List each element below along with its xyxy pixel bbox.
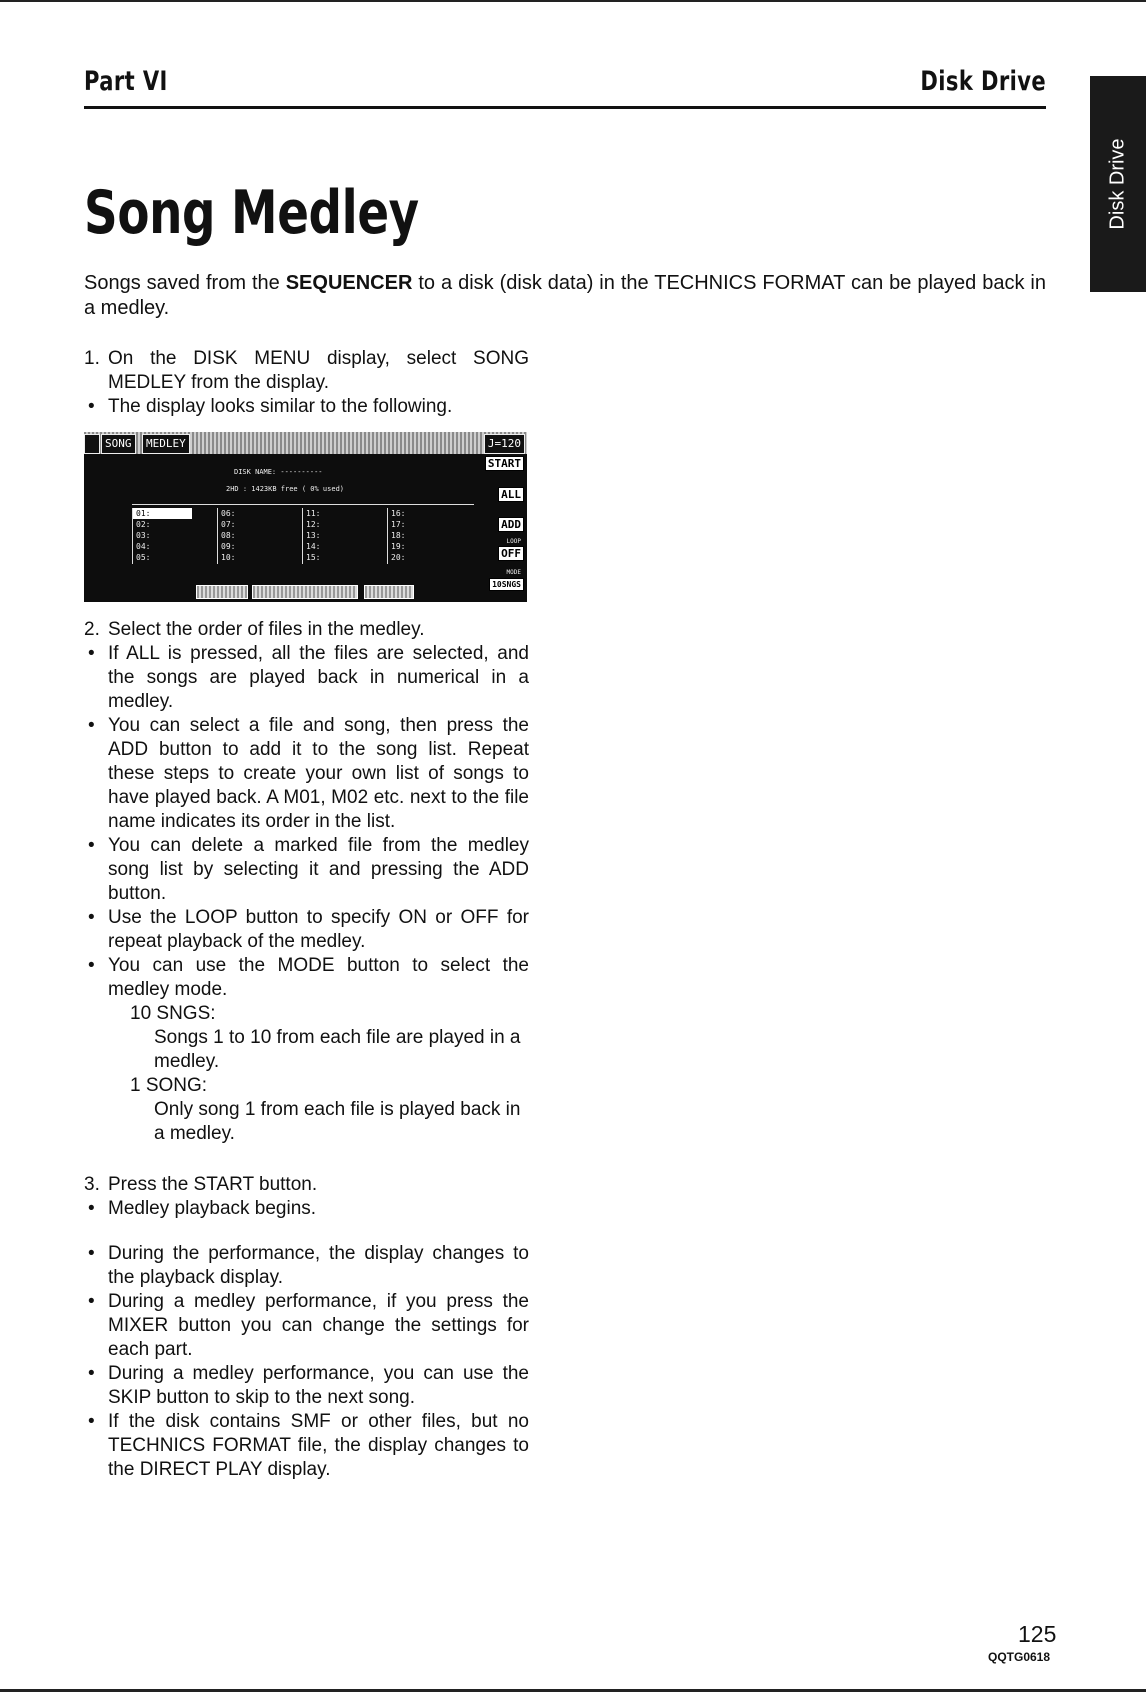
lcd-file-slot: 20: bbox=[391, 553, 406, 562]
page-title: Song Medley bbox=[84, 178, 419, 248]
lcd-file-column bbox=[132, 508, 213, 564]
note-item: • During a medley performance, if you press the MIXER button you can change the settings for each part. bbox=[84, 1290, 529, 1362]
lcd-file-grid bbox=[132, 504, 474, 565]
lcd-loop-label: LOOP bbox=[506, 538, 521, 545]
bullet-item: • You can delete a marked file from the medley song list by selecting it and pressing the ADD button. bbox=[84, 834, 529, 906]
intro-bold: SEQUENCER bbox=[285, 272, 413, 294]
document-code: QQTG0618 bbox=[988, 1650, 1051, 1664]
mode-name: 10 SNGS: bbox=[130, 1003, 216, 1024]
lcd-file-slot: 01: bbox=[133, 508, 192, 519]
lcd-slider-control bbox=[252, 585, 358, 599]
intro-paragraph bbox=[84, 271, 1046, 321]
lcd-tab-song: SONG bbox=[101, 434, 136, 454]
bullet-item: • You can use the MODE button to select the medley mode. bbox=[84, 954, 529, 1002]
lcd-file-slot: 08: bbox=[221, 531, 236, 540]
mode-description: Songs 1 to 10 from each file are played in a medley. bbox=[154, 1027, 521, 1072]
bullet-item: • The display looks similar to the following. bbox=[84, 395, 529, 419]
lcd-file-column bbox=[387, 508, 468, 564]
step-1-block bbox=[84, 347, 529, 419]
step-1 bbox=[84, 347, 529, 395]
step-number: 2. bbox=[84, 619, 100, 640]
lcd-mode-label: MODE bbox=[506, 569, 521, 576]
chapter-label: Disk Drive bbox=[920, 66, 1046, 97]
lcd-free-space: 2HD : 1423KB free ( 0% used) bbox=[226, 485, 345, 493]
bullet-item: • Medley playback begins. bbox=[84, 1197, 529, 1221]
lcd-tempo: J=120 bbox=[484, 434, 525, 454]
bullet-item: • If ALL is pressed, all the files are selected, and the songs are played back in numerical in a medley. bbox=[84, 642, 529, 714]
page-number: 125 bbox=[1018, 1621, 1057, 1647]
lcd-file-column bbox=[302, 508, 383, 564]
intro-pre: Songs saved from the bbox=[84, 272, 286, 294]
lcd-disk-name: DISK NAME: ---------- bbox=[234, 468, 323, 476]
step-2-block bbox=[84, 618, 529, 1482]
lcd-all-button: ALL bbox=[498, 487, 524, 502]
lcd-mode-button: 10SNGS bbox=[489, 578, 524, 591]
step-text: On the DISK MENU display, select SONG MEDLEY from the display. bbox=[108, 348, 529, 393]
lcd-icon bbox=[84, 434, 100, 454]
step-number: 1. bbox=[84, 348, 100, 369]
mode-description: Only song 1 from each file is played back in a medley. bbox=[154, 1099, 521, 1144]
bullet-item: • You can select a file and song, then press the ADD button to add it to the song list. Repeat these steps to create your own list of songs to have played back. A M01, M02 etc. next to the file name indicates its order in the list. bbox=[84, 714, 529, 834]
lcd-loop-off-button: OFF bbox=[498, 546, 524, 561]
step-text: Press the START button. bbox=[108, 1174, 318, 1195]
lcd-file-slot: 17: bbox=[391, 520, 406, 529]
lcd-file-slot: 03: bbox=[136, 531, 151, 540]
lcd-add-button: ADD bbox=[498, 517, 524, 532]
side-tab-label: Disk Drive bbox=[1106, 138, 1129, 230]
step-text: Select the order of files in the medley. bbox=[108, 619, 425, 640]
header-rule bbox=[84, 106, 1046, 109]
lcd-prev-control bbox=[196, 585, 248, 599]
note-item: • During the performance, the display changes to the playback display. bbox=[84, 1242, 529, 1290]
step-number: 3. bbox=[84, 1174, 100, 1195]
intro-post: to a disk (disk data) in the TECHNICS FORMAT can be played back in a medley. bbox=[84, 272, 1046, 319]
lcd-file-slot: 04: bbox=[136, 542, 151, 551]
lcd-file-slot: 19: bbox=[391, 542, 406, 551]
lcd-tab-medley: MEDLEY bbox=[142, 434, 190, 454]
lcd-file-slot: 06: bbox=[221, 509, 236, 518]
mode-name: 1 SONG: bbox=[130, 1075, 208, 1096]
note-item: • If the disk contains SMF or other files, but no TECHNICS FORMAT file, the display changes to the DIRECT PLAY display. bbox=[84, 1410, 529, 1482]
bullet-item: • Use the LOOP button to specify ON or OFF for repeat playback of the medley. bbox=[84, 906, 529, 954]
lcd-file-slot: 10: bbox=[221, 553, 236, 562]
lcd-file-slot: 13: bbox=[306, 531, 321, 540]
top-border bbox=[0, 0, 1146, 2]
lcd-next-control bbox=[364, 585, 414, 599]
lcd-file-column bbox=[217, 508, 298, 564]
lcd-file-slot: 14: bbox=[306, 542, 321, 551]
lcd-file-slot: 12: bbox=[306, 520, 321, 529]
bottom-border bbox=[0, 1689, 1146, 1692]
lcd-file-slot: 15: bbox=[306, 553, 321, 562]
note-item: • During a medley performance, you can use the SKIP button to skip to the next song. bbox=[84, 1362, 529, 1410]
lcd-file-slot: 09: bbox=[221, 542, 236, 551]
lcd-file-slot: 18: bbox=[391, 531, 406, 540]
lcd-file-slot: 07: bbox=[221, 520, 236, 529]
step-2 bbox=[84, 618, 529, 642]
lcd-file-slot: 16: bbox=[391, 509, 406, 518]
lcd-file-slot: 05: bbox=[136, 553, 151, 562]
side-thumb-tab bbox=[1090, 76, 1146, 292]
lcd-file-slot: 02: bbox=[136, 520, 151, 529]
lcd-display-screenshot bbox=[84, 432, 527, 602]
lcd-file-slot: 11: bbox=[306, 509, 321, 518]
step-3 bbox=[84, 1173, 529, 1197]
section-label: Part VI bbox=[84, 66, 168, 97]
lcd-start-button: START bbox=[485, 456, 524, 471]
